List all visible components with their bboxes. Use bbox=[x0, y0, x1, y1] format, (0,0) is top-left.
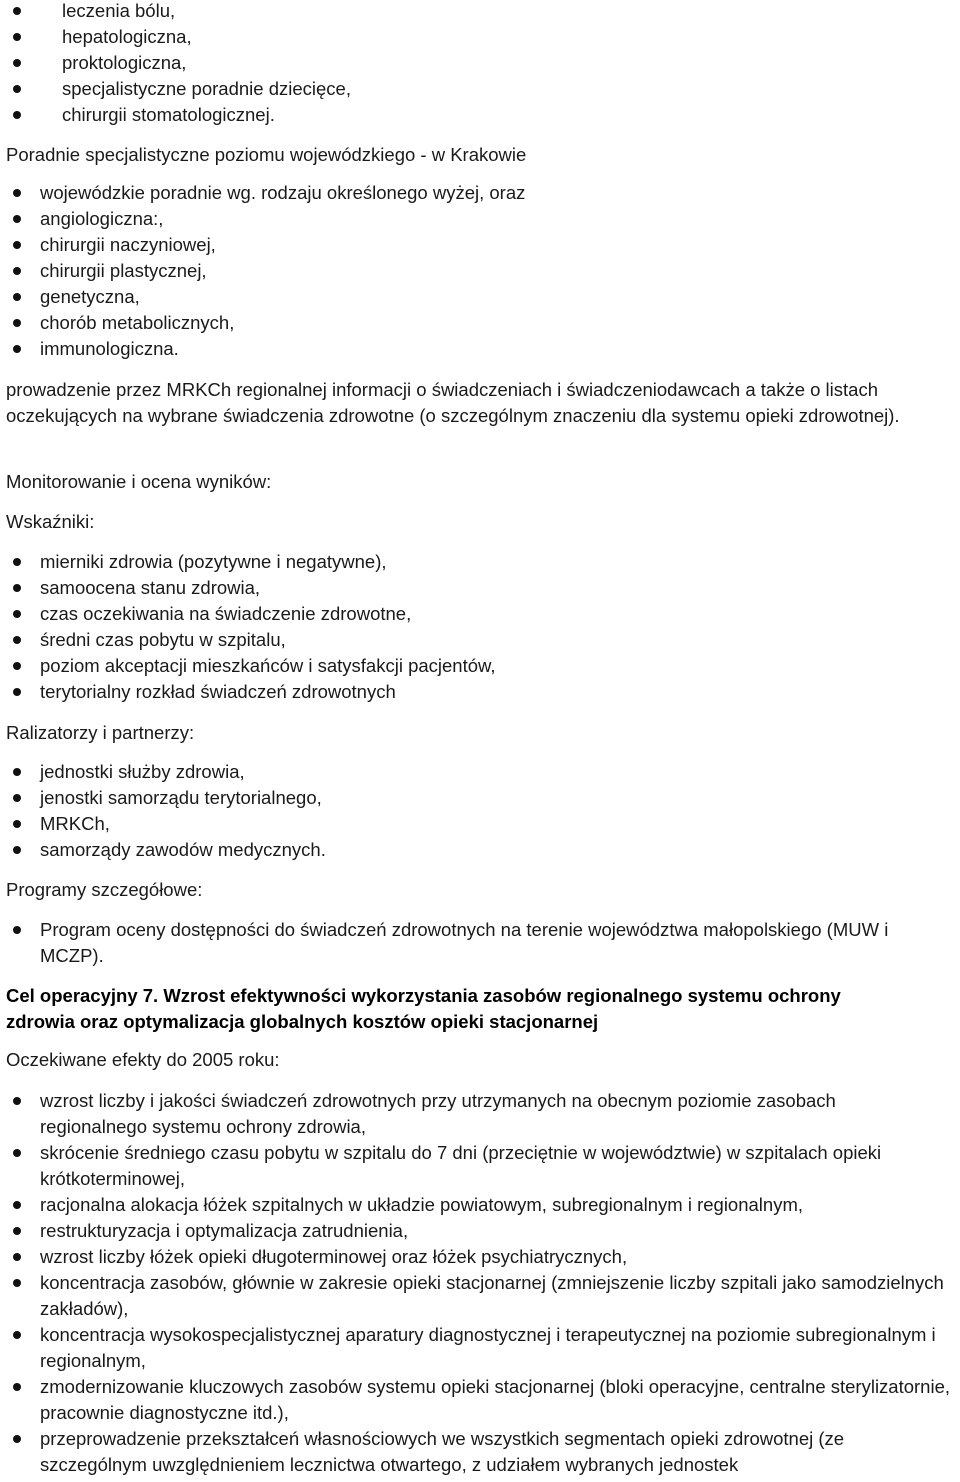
regional-heading: Poradnie specjalistyczne poziomu wojewódzkiego - w Krakowie bbox=[6, 144, 527, 165]
list-item: jenostki samorządu terytorialnego, bbox=[0, 785, 960, 811]
list-item: immunologiczna. bbox=[0, 336, 960, 362]
list-item: koncentracja zasobów, głównie w zakresie opieki stacjonarnej (zmniejszenie liczby szpitali jako samodzielnych zakładów), bbox=[0, 1270, 960, 1322]
effects-list bbox=[0, 1088, 960, 1478]
indicators-list bbox=[0, 549, 960, 705]
goal-heading: Cel operacyjny 7. Wzrost efektywności wykorzystania zasobów regionalnego systemu ochrony zdrowia oraz optymalizacja globalnych kosztów opieki stacjonarnej bbox=[6, 985, 841, 1032]
monitoring-heading: Monitorowanie i ocena wyników: bbox=[6, 471, 272, 492]
list-item: czas oczekiwania na świadczenie zdrowotne, bbox=[0, 601, 960, 627]
info-paragraph: prowadzenie przez MRKCh regionalnej informacji o świadczeniach i świadczeniodawcach a także o listach oczekujących na wybrane świadczenia zdrowotne (o szczególnym znaczeniu dla systemu opieki zdrowotnej). bbox=[6, 379, 900, 426]
list-item: wojewódzkie poradnie wg. rodzaju określonego wyżej, oraz bbox=[0, 180, 960, 206]
list-item: skrócenie średniego czasu pobytu w szpitalu do 7 dni (przeciętnie w województwie) w szpitalach opieki krótkoterminowej, bbox=[0, 1140, 960, 1192]
list-item: mierniki zdrowia (pozytywne i negatywne), bbox=[0, 549, 960, 575]
list-item: MRKCh, bbox=[0, 811, 960, 837]
list-item: hepatologiczna, bbox=[0, 24, 960, 50]
indicators-heading: Wskaźniki: bbox=[6, 511, 95, 532]
list-item: poziom akceptacji mieszkańców i satysfakcji pacjentów, bbox=[0, 653, 960, 679]
list-item: terytorialny rozkład świadczeń zdrowotnych bbox=[0, 679, 960, 705]
list-item: chirurgii plastycznej, bbox=[0, 258, 960, 284]
list-item: średni czas pobytu w szpitalu, bbox=[0, 627, 960, 653]
list-item: jednostki służby zdrowia, bbox=[0, 759, 960, 785]
list-item: restrukturyzacja i optymalizacja zatrudnienia, bbox=[0, 1218, 960, 1244]
partners-heading: Ralizatorzy i partnerzy: bbox=[6, 722, 195, 743]
list-item: angiologiczna:, bbox=[0, 206, 960, 232]
list-item: zmodernizowanie kluczowych zasobów systemu opieki stacjonarnej (bloki operacyjne, centralne sterylizatornie, pracownie diagnostyczne itd.), bbox=[0, 1374, 960, 1426]
programs-heading: Programy szczegółowe: bbox=[6, 879, 203, 900]
list-item: samoocena stanu zdrowia, bbox=[0, 575, 960, 601]
top-list bbox=[0, 0, 960, 128]
list-item: wzrost liczby i jakości świadczeń zdrowotnych przy utrzymanych na obecnym poziomie zasobach regionalnego systemu ochrony zdrowia, bbox=[0, 1088, 960, 1140]
regional-list bbox=[0, 180, 960, 362]
list-item: chirurgii naczyniowej, bbox=[0, 232, 960, 258]
list-item: chirurgii stomatologicznej. bbox=[0, 102, 960, 128]
list-item: racjonalna alokacja łóżek szpitalnych w układzie powiatowym, subregionalnym i regionalnym, bbox=[0, 1192, 960, 1218]
list-item: wzrost liczby łóżek opieki długoterminowej oraz łóżek psychiatrycznych, bbox=[0, 1244, 960, 1270]
list-item: leczenia bólu, bbox=[0, 0, 960, 24]
list-item: samorządy zawodów medycznych. bbox=[0, 837, 960, 863]
partners-list bbox=[0, 759, 960, 863]
list-item: specjalistyczne poradnie dziecięce, bbox=[0, 76, 960, 102]
list-item: przeprowadzenie przekształceń własnościowych we wszystkich segmentach opieki zdrowotnej (ze szczególnym uwzględnieniem lecznictwa otwartego, z udziałem wybranych jednostek bbox=[0, 1426, 960, 1478]
list-item: Program oceny dostępności do świadczeń zdrowotnych na terenie województwa małopolskiego (MUW i MCZP). bbox=[0, 917, 960, 969]
list-item: proktologiczna, bbox=[0, 50, 960, 76]
effects-heading: Oczekiwane efekty do 2005 roku: bbox=[6, 1049, 280, 1070]
list-item: genetyczna, bbox=[0, 284, 960, 310]
list-item: koncentracja wysokospecjalistycznej aparatury diagnostycznej i terapeutycznej na poziomie subregionalnym i regionalnym, bbox=[0, 1322, 960, 1374]
programs-list bbox=[0, 917, 960, 969]
list-item: chorób metabolicznych, bbox=[0, 310, 960, 336]
